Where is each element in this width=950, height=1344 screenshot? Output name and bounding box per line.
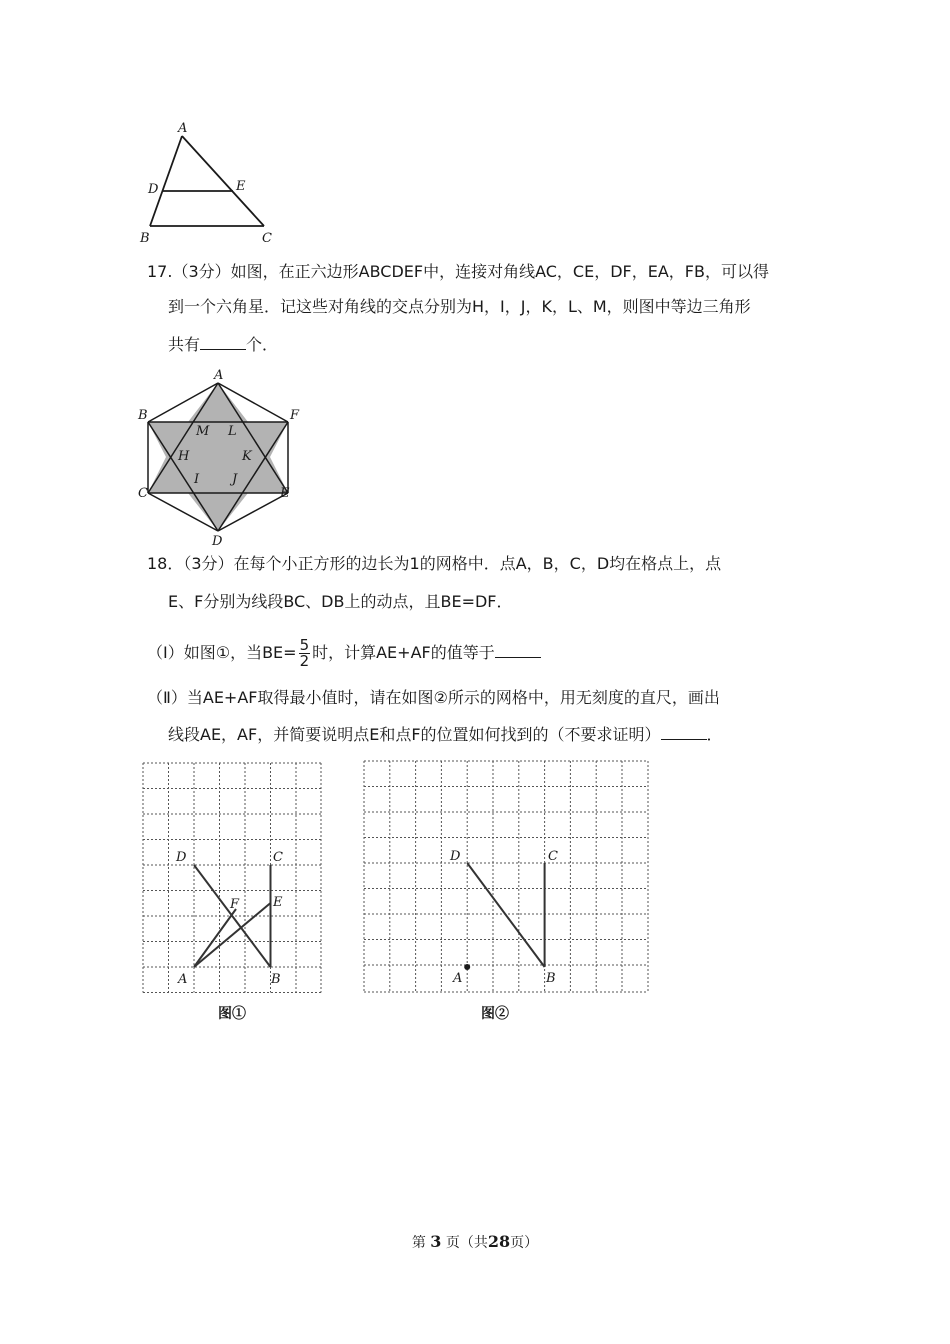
fig1-label-f: F: [230, 897, 240, 912]
q18-part1: [147, 638, 541, 669]
fig1-label-a: A: [178, 972, 188, 987]
q18-part2-line2-text: 线段AE，AF，并简要说明点E和点F的位置如何找到的（不要求证明）: [168, 725, 661, 744]
hex-label-a: A: [214, 368, 224, 383]
hex-label-m: M: [196, 424, 210, 439]
fig2-label-a: A: [453, 971, 463, 986]
hex-label-k: K: [242, 449, 252, 464]
q18-line2: E、F分别为线段BC、DB上的动点，且BE=DF．: [168, 592, 513, 611]
hex-label-h: H: [178, 449, 190, 464]
hex-label-e: E: [280, 486, 290, 501]
grid-figure-2: [360, 757, 652, 997]
hex-label-d: D: [212, 534, 223, 549]
footer-page-number: 3: [430, 1232, 442, 1251]
fig2-label-d: D: [450, 849, 461, 864]
triangle-figure: [130, 118, 290, 248]
label-c: C: [262, 231, 272, 246]
q18-part1-pre: （Ⅰ）如图①，当BE=: [147, 643, 297, 662]
q17-line3-post: 个．: [246, 335, 279, 354]
fig2-label-b: B: [546, 971, 556, 986]
q18-part2-line1: （Ⅱ）当AE+AF取得最小值时，请在如图②所示的网格中，用无刻度的直尺，画出: [147, 688, 720, 707]
fig1-label-d: D: [176, 850, 187, 865]
label-b: B: [140, 231, 150, 246]
footer-mid: 页（共: [445, 1235, 488, 1251]
label-e: E: [236, 179, 246, 194]
fraction: [299, 638, 311, 669]
fig2-label-c: C: [548, 849, 558, 864]
q18-part2-end: ．: [706, 725, 723, 744]
q18-part2-line2: [168, 725, 723, 745]
fraction-numerator: 5: [299, 636, 310, 654]
hex-label-b: B: [138, 408, 148, 423]
fig1-label-c: C: [273, 850, 283, 865]
star-shaded: [148, 383, 288, 531]
q17-line1: 17.（3分）如图，在正六边形ABCDEF中，连接对角线AC，CE，DF，EA，FB，可以得: [147, 262, 769, 281]
point-a: [464, 964, 470, 970]
fig1-caption: 图①: [218, 1006, 246, 1022]
hex-label-f: F: [290, 408, 300, 423]
fig2-caption: 图②: [481, 1006, 509, 1022]
hexagon-star-figure: [130, 365, 310, 550]
fraction-denominator: 2: [299, 652, 310, 670]
q17-line3-pre: 共有: [168, 335, 201, 354]
fig1-label-e: E: [273, 895, 283, 910]
q17-line2: 到一个六角星．记这些对角线的交点分别为H，I，J，K，L、M，则图中等边三角形: [168, 297, 751, 316]
hex-label-i: I: [194, 472, 200, 487]
hex-label-l: L: [228, 424, 237, 439]
hex-label-j: J: [232, 472, 238, 487]
grid-figure-1: [140, 760, 326, 996]
q17-line3: [168, 335, 278, 355]
fig1-label-b: B: [271, 972, 281, 987]
answer-blank: [200, 335, 246, 350]
q18-part1-post: 时，计算AE+AF的值等于: [312, 643, 495, 662]
label-d: D: [148, 182, 159, 197]
answer-blank: [661, 725, 707, 740]
footer-total-pages: 28: [487, 1232, 511, 1251]
hex-label-c: C: [138, 486, 148, 501]
answer-blank: [495, 643, 541, 658]
q18-line1: 18．（3分）在每个小正方形的边长为1的网格中．点A，B，C，D均在格点上，点: [147, 554, 722, 573]
label-a: A: [178, 121, 188, 136]
page-footer: [0, 1232, 950, 1252]
footer-pre: 第: [411, 1235, 426, 1251]
footer-post: 页）: [510, 1235, 539, 1251]
